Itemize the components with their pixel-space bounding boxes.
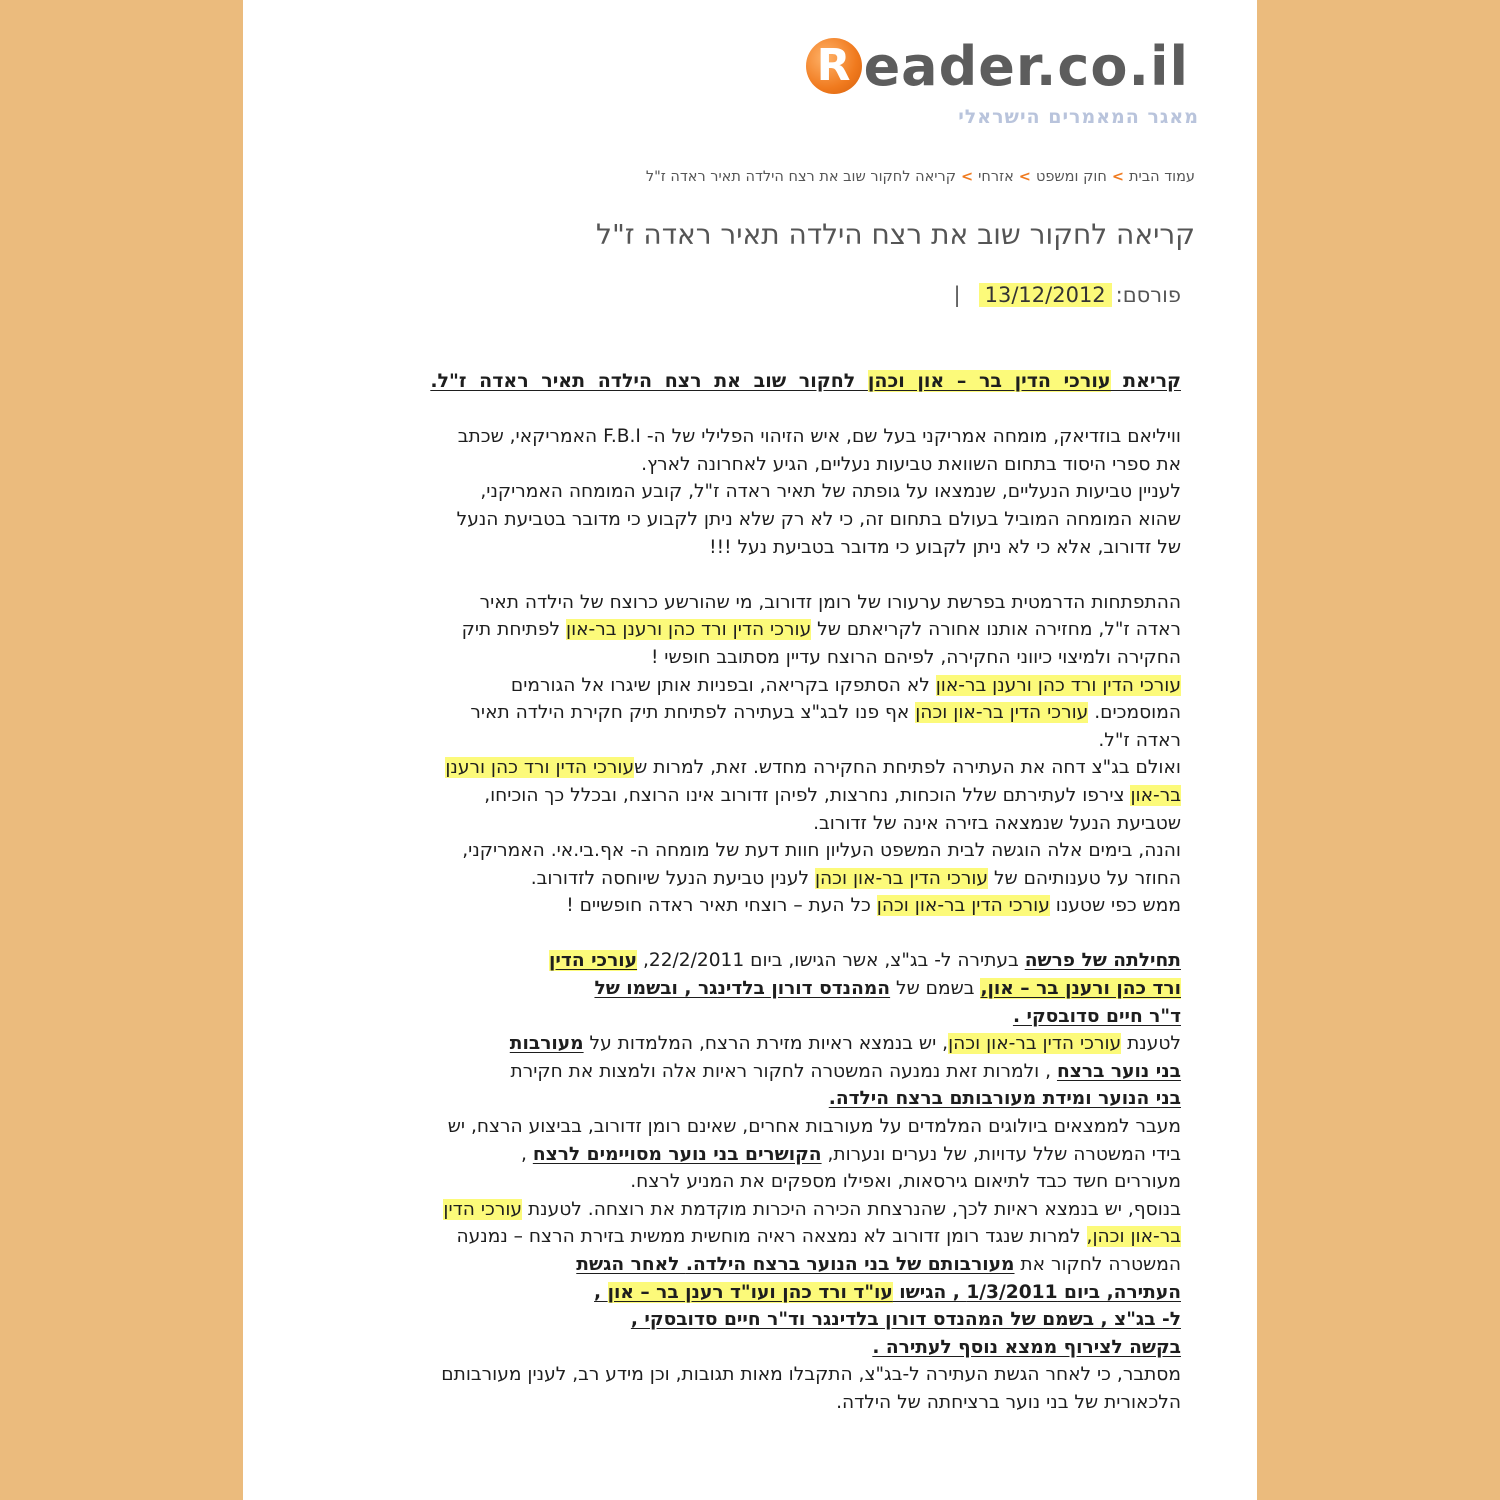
- breadcrumb-separator: >: [961, 169, 974, 185]
- paragraph-3-line: [301, 1141, 1181, 1169]
- breadcrumb-law[interactable]: חוק ומשפט: [1035, 169, 1107, 185]
- text-run: צירפו לעתירתם שלל הוכחות, נחרצות, לפיהן זדורוב אינו הרוצח, ובכלל כך הוכיחו,: [484, 784, 1131, 806]
- paragraph-3-line: [301, 1223, 1181, 1251]
- paragraph-1-line: את ספרי היסוד בתחום השוואת טביעות נעליים, הגיע לאחרונה לארץ.: [641, 453, 1181, 475]
- underlined-text: תחילתה של פרשה: [1024, 950, 1181, 972]
- text-run: כל העת – רוצחי תאיר ראדה חופשיים !: [566, 895, 877, 917]
- heading-part: לחקור שוב את רצח הילדה תאיר ראדה ז"ל.: [430, 370, 868, 392]
- underlined-text: מעורבותם של בני הנוער ברצח הילדה.: [685, 1254, 1015, 1275]
- text-run: למרות שנגד רומן זדורוב לא נמצאה ראיה מוחשית ממשית בזירת הרצח – נמנעה: [456, 1226, 1087, 1248]
- breadcrumb-separator: >: [1018, 169, 1031, 185]
- logo-text: eader.co.il: [863, 34, 1189, 98]
- highlight: עורכי הדין בר-און וכהן: [948, 1033, 1122, 1055]
- paragraph-2-line: ראדה ז"ל.: [1098, 729, 1181, 751]
- paragraph-2-line: [301, 672, 1181, 700]
- text-run: ,: [521, 1143, 533, 1165]
- paragraph-3-line: [301, 1030, 1181, 1058]
- highlight: עורכי הדין בר-און וכהן: [876, 895, 1050, 917]
- paragraph-3-line: מעוררים חשד כבד לתיאום גירסאות, ואפילו מספקים את המניע לרצח.: [630, 1171, 1181, 1193]
- text-run: לטענת: [1121, 1033, 1181, 1055]
- paragraph-1-line: וויליאם בוזדיאק, מומחה אמריקני בעל שם, איש הזיהוי הפלילי של ה- F.B.I האמריקאי, שכתב: [457, 426, 1181, 448]
- article-body: [301, 368, 1181, 1417]
- paragraph-2-line: [301, 699, 1181, 727]
- paragraph-3-line: [301, 975, 1181, 1003]
- paragraph-3-line: [301, 1334, 1181, 1362]
- breadcrumb-civil[interactable]: אזרחי: [978, 169, 1014, 185]
- page-title: קריאה לחקור שוב את רצח הילדה תאיר ראדה ז"ל: [596, 218, 1195, 251]
- paragraph-1-line: של זדורוב, אלא כי לא ניתן לקבוע כי מדובר בטביעת נעל !!!: [709, 536, 1181, 558]
- highlight: עורכי הדין בר-און וכהן: [814, 867, 989, 889]
- scanned-page: [243, 0, 1257, 1500]
- paragraph-2-line: והנה, בימים אלה הוגשה לבית המשפט העליון חוות דעת של מומחה ה- אף.בי.אי. האמריקני,: [462, 840, 1181, 862]
- underlined-text: בקשה לצירוף ממצא נוסף לעתירה .: [872, 1336, 1181, 1358]
- paragraph-1-line: שהוא המומחה המוביל בעולם בתחום זה, כי לא רק שלא ניתן לקבוע כי מדובר בטביעת הנעל: [456, 508, 1181, 530]
- paragraph-3-line: [301, 1196, 1181, 1224]
- paragraph-2-line: שטביעת הנעל שנמצאה בזירה אינה של זדורוב.: [813, 812, 1181, 834]
- highlight: עורכי הדין: [549, 950, 638, 972]
- paragraph-1-line: לעניין טביעות הנעליים, שנמצאו על גופתה של תאיר ראדה ז"ל, קובע המומחה האמריקני,: [480, 481, 1181, 503]
- text-run: , יש בנמצא ראיות מזירת הרצח, המלמדות על: [583, 1033, 949, 1055]
- paragraph-3-line: [301, 1085, 1181, 1113]
- text-run: ואולם בג"צ דחה את העתירה לפתיחת החקירה מחדש. זאת, למרות ש: [634, 757, 1181, 779]
- published-date: 13/12/2012: [979, 283, 1112, 307]
- site-logo[interactable]: [806, 30, 1189, 102]
- highlight: עו"ד ורד כהן ועו"ד רענן בר – און: [607, 1281, 893, 1303]
- text-run: בנוסף, יש בנמצא ראיות לכך, שהנרצחת הכירה היכרות מוקדמת את רוצחה. לטענת: [522, 1198, 1181, 1220]
- underlined-text: ,: [594, 1281, 608, 1303]
- text-run: לענין טביעת הנעל שיוחסה לזדורוב.: [530, 867, 815, 889]
- paragraph-3-line: [301, 1058, 1181, 1086]
- paragraph-3-line: [301, 947, 1181, 975]
- logo-r-icon: R: [806, 38, 862, 94]
- highlight: עורכי הדין ורד כהן ורענן בר-און: [935, 674, 1181, 696]
- text-run: ראדה ז"ל, מחזירה אותנו אחורה לקריאתם של: [811, 619, 1181, 641]
- underlined-text: מעורבות: [509, 1033, 584, 1055]
- paragraph-3-line: מעבר לממצאים ביולוגים המלמדים על מעורבות אחרים, שאינם רומן זדורוב, בביצוע הרצח, יש: [447, 1116, 1181, 1138]
- underlined-text: ל- בג"צ , בשמם של המהנדס דורון בלדינגר וד"ר חיים סדובסקי ,: [630, 1309, 1181, 1331]
- underlined-text: הקושרים בני נוער מסויימים לרצח: [532, 1143, 822, 1165]
- breadcrumb: [646, 169, 1195, 185]
- paragraph-3-line: [301, 1251, 1181, 1279]
- text-run: המוסמכים.: [1088, 702, 1181, 724]
- text-run: החוזר על טענותיהם של: [988, 867, 1181, 889]
- text-run: בעתירה ל- בג"צ, אשר הגישו, ביום 22/2/2011,: [637, 950, 1025, 972]
- underlined-text: בני הנוער ומידת מעורבותם ברצח הילדה.: [828, 1088, 1181, 1110]
- breadcrumb-current: קריאה לחקור שוב את רצח הילדה תאיר ראדה ז"ל: [645, 169, 957, 185]
- text-run: המשטרה לחקור את: [1014, 1254, 1181, 1275]
- paragraph-2-line: [301, 782, 1181, 810]
- paragraph-2-line: [301, 892, 1181, 920]
- text-run: אף פנו לבג"צ בעתירה לפתיחת תיק חקירת הילדה תאיר: [470, 702, 916, 724]
- text-run: ממש כפי שטענו: [1049, 895, 1181, 917]
- breadcrumb-home[interactable]: עמוד הבית: [1128, 169, 1195, 185]
- paragraph-3-line: [301, 1003, 1181, 1031]
- paragraph-3-line: מסתבר, כי לאחר הגשת העתירה ל-בג"צ, התקבלו מאות תגובות, וכן מידע רב, לענין מעורבותם: [441, 1364, 1181, 1386]
- paragraph-3-line: [301, 1279, 1181, 1307]
- underlined-text: ד"ר חיים סדובסקי .: [1012, 1005, 1181, 1027]
- paragraph-2-line: [301, 754, 1181, 782]
- text-run: לא הסתפקו בקריאה, ובפניות אותן שיגרו אל הגורמים: [510, 674, 936, 696]
- heading-highlight: עורכי הדין בר – און וכהן: [867, 370, 1111, 392]
- text-run: , ולמרות זאת נמנעה המשטרה לחקור ראיות אלה ולמצות את חקירת: [510, 1060, 1057, 1082]
- paragraph-2-line: החקירה ולמיצוי כיווני החקירה, לפיהם הרוצח עדיין מסתובב חופשי !: [650, 646, 1181, 668]
- paragraph-2-line: ההתפתחות הדרמטית בפרשת ערעורו של רומן זדורוב, מי שהורשע כרוצח של הילדה תאיר: [479, 591, 1181, 613]
- underlined-text: המהנדס דורון בלדינגר , ובשמו של: [594, 978, 891, 1000]
- underlined-text: העתירה, ביום 1/3/2011 , הגישו: [892, 1281, 1181, 1303]
- underlined-text: לאחר הגשת: [576, 1254, 686, 1275]
- text-run: בידי המשטרה שלל עדויות, של נערים ונערות,: [821, 1143, 1181, 1165]
- published-divider: |: [953, 283, 961, 307]
- site-tagline: מאגר המאמרים הישראלי: [958, 106, 1199, 128]
- paragraph-3-line: הלכאורית של בני נוער ברציחתה של הילדה.: [836, 1391, 1181, 1413]
- highlight: עורכי הדין: [443, 1198, 523, 1220]
- paragraph-3-line: [301, 1306, 1181, 1334]
- highlight: עורכי הדין ורד כהן ורענן בר-און: [566, 619, 812, 641]
- published-label: פורסם:: [1115, 283, 1181, 307]
- underlined-text: בני נוער ברצח: [1056, 1060, 1181, 1082]
- highlight: עורכי הדין בר-און וכהן: [915, 702, 1089, 724]
- breadcrumb-separator: >: [1111, 169, 1124, 185]
- heading-part: קריאת: [1110, 370, 1181, 392]
- paragraph-2-line: [301, 865, 1181, 893]
- highlight: בר-און: [1130, 784, 1181, 806]
- article-heading: [301, 368, 1181, 396]
- highlight: ורד כהן ורענן בר – און,: [980, 978, 1181, 1000]
- highlight: בר-און וכהן,: [1086, 1226, 1181, 1248]
- published-line: [954, 283, 1181, 307]
- paragraph-2-line: [301, 616, 1181, 644]
- text-run: לפתיחת תיק: [461, 619, 566, 641]
- text-run: בשמם של: [890, 978, 981, 1000]
- highlight: עורכי הדין ורד כהן ורענן: [445, 757, 635, 779]
